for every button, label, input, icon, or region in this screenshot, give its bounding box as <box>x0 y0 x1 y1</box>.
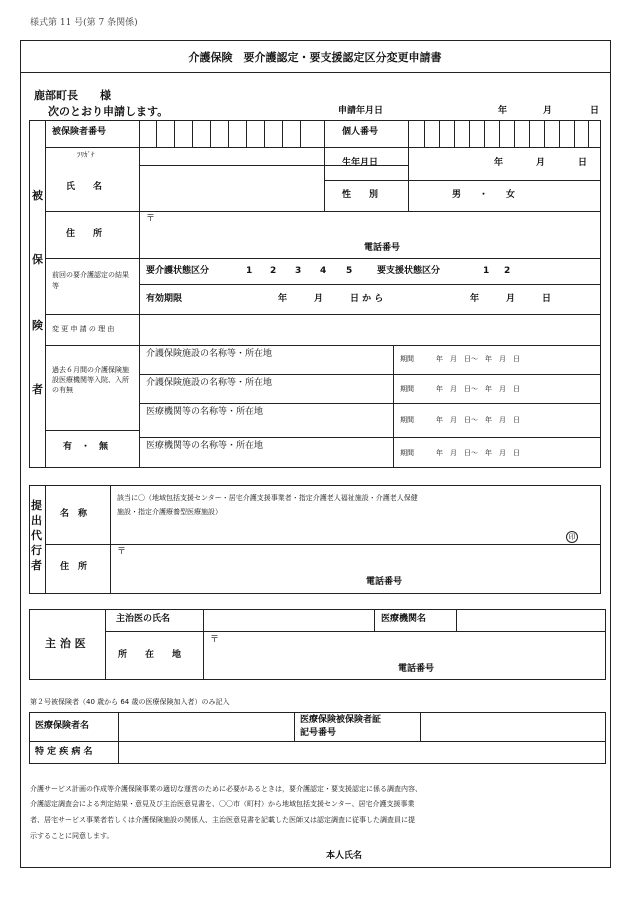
valid-from[interactable]: 年 月 日 か ら <box>278 294 384 304</box>
insured-number-field[interactable] <box>140 121 324 147</box>
facility-period-label: 期間 <box>400 355 414 363</box>
valid-period-label: 有効期限 <box>146 294 183 304</box>
facility-period[interactable]: 年 月 日～ 年 月 日 <box>436 355 520 363</box>
support-level-option[interactable]: 1 <box>483 266 490 276</box>
previous-result-label: 前回の要介護認定の結果等 <box>52 271 129 290</box>
insurer-label: 医療保険者名 <box>35 721 90 731</box>
care-level-option[interactable]: 4 <box>320 266 327 276</box>
care-level-option[interactable]: 3 <box>295 266 302 276</box>
doctor-address-label: 所 在 地 <box>118 650 182 660</box>
facility-row-label: 介護保険施設の名称等・所在地 <box>146 349 273 359</box>
agent-section-char: 行 <box>31 544 42 557</box>
doctor-section-label: 主 治 医 <box>45 637 86 650</box>
valid-to[interactable]: 年 月 日 <box>470 294 552 304</box>
agent-section-char: 代 <box>31 529 42 542</box>
form-title: 介護保険 要介護認定・要支援認定区分変更申請書 <box>188 51 442 64</box>
facility-period-label: 期間 <box>400 416 414 424</box>
addressee: 鹿部町長 様 <box>34 89 111 102</box>
name-label: 氏 名 <box>66 182 103 192</box>
doctor-name-label: 主治医の氏名 <box>116 614 171 624</box>
sex-options[interactable]: 男 ・ 女 <box>452 190 516 200</box>
consent-line: 者、居宅サービス事業者若しくは介護保険施設の関係人、主治医意見書を記載した医師又は認定調査に従事した調査員に提 <box>30 816 415 824</box>
signature-label: 本人氏名 <box>326 851 363 861</box>
agent-name-note: 施設・指定介護療養型医療施設） <box>117 508 222 516</box>
insurer-field[interactable] <box>119 713 294 741</box>
facility-row-label: 医療機関等の名称等・所在地 <box>146 441 264 451</box>
facility-row-label: 介護保険施設の名称等・所在地 <box>146 378 273 388</box>
insurance-card-field[interactable] <box>421 713 605 741</box>
facility-period[interactable]: 年 月 日～ 年 月 日 <box>436 416 520 424</box>
care-level-option[interactable]: 2 <box>270 266 277 276</box>
care-level-label: 要介護状態区分 <box>146 266 210 276</box>
facility-period-label: 期間 <box>400 449 414 457</box>
agent-name-note: 該当に〇（地域包括支援センター・居宅介護支援事業者・指定介護老人福祉施設・介護老人保健 <box>117 494 418 502</box>
disease-field[interactable] <box>119 742 605 763</box>
consent-line: 介護サービス計画の作成等介護保険事業の適切な運営のために必要があるときは，要介護認定・要支援認定に係る調査内容、 <box>30 785 422 793</box>
institution-label: 医療機関名 <box>381 614 427 624</box>
care-level-option[interactable]: 1 <box>246 266 253 276</box>
facility-period[interactable]: 年 月 日～ 年 月 日 <box>436 449 520 457</box>
application-date-label: 申請年月日 <box>338 106 384 116</box>
agent-name-field[interactable] <box>111 486 600 544</box>
agent-address-field[interactable] <box>111 545 600 593</box>
facility-period[interactable]: 年 月 日～ 年 月 日 <box>436 385 520 393</box>
agent-phone-label: 電話番号 <box>366 577 403 587</box>
postal-mark: 〒 <box>210 635 220 645</box>
institution-field[interactable] <box>457 610 605 631</box>
agent-section-char: 提 <box>31 499 42 512</box>
facility-history-label: 過去６月間の介護保険施設医療機関等入院、入所の有無 <box>52 366 129 394</box>
disease-label: 特 定 疾 病 名 <box>35 747 93 757</box>
second-insured-heading: 第２号被保険者（40 歳から 64 歳の医療保険加入者）のみ記入 <box>30 698 230 706</box>
care-level-option[interactable]: 5 <box>346 266 353 276</box>
signature-field[interactable] <box>380 846 600 864</box>
insurance-card-label: 記号番号 <box>300 728 337 738</box>
consent-line: 介護認定調査会による判定結果・意見及び主治医意見書を、〇〇市（町村）から地域包括支援センター、居宅介護支援事業 <box>30 800 415 808</box>
agent-name-label: 名 称 <box>60 509 88 519</box>
insured-section-char: 者 <box>32 383 43 396</box>
doctor-name-field[interactable] <box>204 610 374 631</box>
facility-row-label: 医療機関等の名称等・所在地 <box>146 407 264 417</box>
insured-section-char: 被 <box>32 189 43 202</box>
agent-address-label: 住 所 <box>60 562 88 572</box>
name-field[interactable] <box>140 166 324 211</box>
agent-section-char: 者 <box>31 559 42 572</box>
insured-section-char: 険 <box>32 319 43 332</box>
seal-mark: 印 <box>566 531 578 543</box>
doctor-address-field[interactable] <box>204 632 605 679</box>
sex-label: 性 別 <box>342 190 379 200</box>
presence-options[interactable]: 有 ・ 無 <box>63 442 109 452</box>
address-field[interactable] <box>140 212 600 258</box>
support-level-label: 要支援状態区分 <box>377 266 441 276</box>
change-reason-label: 変 更 申 請 の 理 由 <box>52 325 115 333</box>
furigana-field[interactable] <box>140 148 324 165</box>
insured-number-label: 被保険者番号 <box>52 127 107 137</box>
furigana-label: ﾌﾘｶﾞﾅ <box>77 151 95 159</box>
postal-mark: 〒 <box>117 547 127 557</box>
agent-section-char: 出 <box>31 514 42 527</box>
postal-mark: 〒 <box>146 214 156 224</box>
insurance-card-label: 医療保険被保険者証 <box>300 715 382 725</box>
birthdate-field[interactable] <box>409 148 600 180</box>
personal-number-label: 個人番号 <box>342 127 379 137</box>
form-number: 様式第 11 号(第 7 条関係) <box>30 18 138 28</box>
change-reason-field[interactable] <box>140 315 600 345</box>
support-level-option[interactable]: 2 <box>504 266 511 276</box>
address-label: 住 所 <box>66 229 103 239</box>
personal-number-field[interactable] <box>409 121 600 147</box>
consent-line: 示することに同意します。 <box>30 832 114 840</box>
facility-period-label: 期間 <box>400 385 414 393</box>
doctor-phone-label: 電話番号 <box>398 664 435 674</box>
birthdate-label: 生年月日 <box>342 158 379 168</box>
intro-text: 次のとおり申請します。 <box>48 105 169 118</box>
phone-label: 電話番号 <box>364 243 401 253</box>
insured-section-char: 保 <box>32 253 43 266</box>
